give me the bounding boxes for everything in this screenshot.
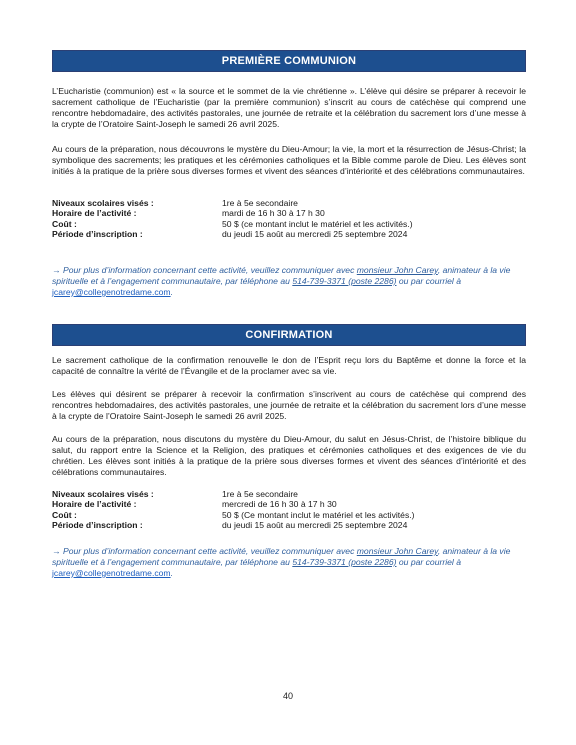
contact-text: . [170,287,173,297]
info-label: Période d’inscription : [52,229,143,240]
email-link[interactable]: jcarey@collegenotredame.com [52,568,171,578]
paragraph: L’Eucharistie (communion) est « la source et le sommet de la vie chrétienne ». L’élève qui désire se préparer à recevoir le sacrement catholique de l’Eucharistie (par la première communion) s’inscrit au cours de catéchèse qui comprend une rencontre hebdomadaire, des activités pastorales, une journée de retraite et la célébration du sacrement lors d’une messe à la crypte de l’Oratoire Saint-Joseph le samedi 26 avril 2025. [52,86,526,129]
section-title-banner: CONFIRMATION [52,324,526,346]
confirmation-body-3 [52,434,526,478]
info-label: Coût : [52,218,77,229]
paragraph: Au cours de la préparation, nous discutons du mystère du Dieu-Amour, du salut en Jésus-Christ, de l’histoire biblique du salut, du rapport entre la Science et la Religion, des pratiques et cérémonies catholiques et des exigences de vie du chrétien. Les élèves sont initiés à la pratique de la prière sous diverses formes et vivent des séances d’intériorité et des célébrations communautaires. [52,434,526,477]
info-row-levels [52,198,526,208]
contact-text: ou par courriel à [396,276,461,286]
contact-intro: Pour plus d’information concernant cette activité, [62,546,249,556]
paragraph: Au cours de la préparation, nous découvrons le mystère du Dieu-Amour; la vie, la mort et la résurrection de Jésus-Christ; la symbolique des sacrements; les pratiques et les cérémonies catholiques et la Bible comme parole de Dieu. Les élèves sont initiés à la pratique de la prière sous diverses formes et vivent des séances d’intériorité et des célébrations communautaires. [52,144,526,176]
info-label: Période d’inscription : [52,520,143,531]
contact-text: , animateur à la vie spirituelle et à l’engagement communautaire, par téléphone au [52,546,511,567]
phone-link[interactable]: 514-739-3371 (poste 2286) [292,557,397,567]
contact-text: ou par courriel à [396,557,461,567]
info-value: 50 $ (ce montant inclut le matériel et les activités.) [222,218,413,229]
page-number: 40 [282,691,293,701]
paragraph: Le sacrement catholique de la confirmation renouvelle le don de l’Esprit reçu lors du Baptême et donne la force et la capacité de connaître la vérité de l’Évangile et de la proclamer avec sa vie. [52,355,526,376]
info-value: mercredi de 16 h 30 à 17 h 30 [222,499,337,510]
info-value: 50 $ (Ce montant inclut le matériel et les activités.) [222,509,415,520]
info-row-cost [52,510,526,520]
email-link[interactable]: jcarey@collegenotredame.com [52,287,171,297]
info-value: mardi de 16 h 30 à 17 h 30 [222,208,325,219]
contact-paragraph [52,546,526,579]
paragraph: Les élèves qui désirent se préparer à recevoir la confirmation s’inscrivent au cours de catéchèse qui comprend des rencontres hebdomadaires, des activités pastorales, une journée de retraite et la célébration du sacrement lors d’une messe à la crypte de l’Oratoire Saint-Joseph le samedi 26 avril 2025. [52,389,526,421]
arrow-right-icon: → [52,265,61,275]
confirmation-body [52,355,526,377]
contact-block [52,265,526,298]
info-row-levels [52,489,526,499]
info-label: Niveaux scolaires visés : [52,198,154,208]
info-label: Niveaux scolaires visés : [52,489,154,499]
info-value: 1re à 5e secondaire [222,198,298,208]
contact-paragraph [52,265,526,298]
premiere-communion-body [52,86,526,130]
info-label: Horaire de l’activité : [52,208,137,219]
info-value: 1re à 5e secondaire [222,489,298,499]
info-block [52,198,526,240]
section-premiere-communion [52,50,526,72]
info-block [52,489,526,531]
contact-text: , animateur à la vie spirituelle et à l’engagement communautaire, par téléphone au [52,265,511,286]
info-row-registration [52,229,526,239]
confirmation-body-2 [52,389,526,422]
info-row-schedule [52,208,526,218]
phone-link[interactable]: 514-739-3371 (poste 2286) [292,276,397,286]
info-label: Coût : [52,509,77,520]
info-value: du jeudi 15 août au mercredi 25 septembre 2024 [222,229,408,240]
info-row-registration [52,520,526,530]
arrow-right-icon: → [52,546,61,556]
contact-text: veuillez communiquer avec [248,546,357,556]
contact-text: . [170,568,173,578]
contact-person: monsieur John Carey [356,265,438,275]
contact-person: monsieur John Carey [356,546,438,556]
section-title-banner: PREMIÈRE COMMUNION [52,50,526,72]
contact-intro: Pour plus d’information concernant cette activité, [62,265,249,275]
info-value: du jeudi 15 août au mercredi 25 septembre 2024 [222,520,408,531]
info-row-schedule [52,499,526,509]
info-row-cost [52,219,526,229]
section-confirmation [52,324,526,346]
info-label: Horaire de l’activité : [52,499,137,510]
contact-text: veuillez communiquer avec [248,265,357,275]
contact-block [52,546,526,579]
premiere-communion-body-2 [52,144,526,177]
